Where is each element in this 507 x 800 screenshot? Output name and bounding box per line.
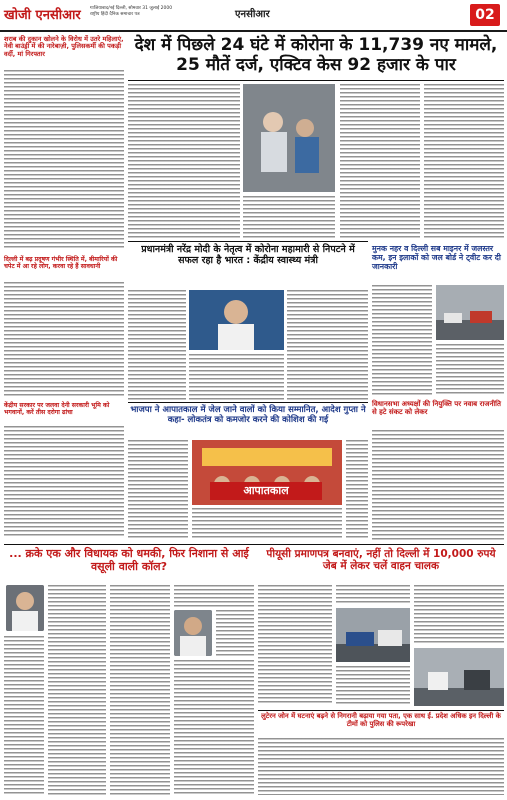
- bottom-right-body1: [258, 585, 332, 705]
- traffic-body2: [436, 344, 504, 394]
- pm-story-body: [128, 290, 186, 400]
- main-body-col1: [128, 84, 240, 239]
- person-photo: [174, 610, 212, 656]
- traffic-body: [372, 285, 432, 395]
- divider: [128, 241, 368, 242]
- bjp-body2: [192, 508, 342, 540]
- pm-story-body3: [287, 290, 368, 400]
- left-top-headline: शराब की दुकान खोलने के विरोध में उतरे महिलाएं, नेवी बाउंड्री में की नारेबाज़ी, पुलिसकर्मी की पकड़ी वर्दी, मां गिरफ्तार: [4, 35, 124, 58]
- bottom-left-headline: ... क्रके एक और विधायक को धमकी, फिर निशाना से आई वसूली वाली कॉल?: [9, 547, 249, 573]
- bjp-body: [128, 440, 188, 540]
- bottom-right-body2a: [336, 585, 410, 605]
- bottom-left-body1: [48, 585, 106, 795]
- bottom-left-body3c: [216, 610, 254, 656]
- bottom-left-body3b: [174, 660, 254, 795]
- bottom-left-body3a: [174, 585, 254, 607]
- masthead: [0, 0, 507, 32]
- main-body-col2: [340, 84, 420, 239]
- bottom-right-body3: [414, 585, 504, 645]
- right-mid-headline: विधानसभा अध्यक्षों की नियुक्ति पर नवाब राजनीति से हटे संकट को लेकर: [372, 400, 501, 417]
- person-photo-art: [6, 585, 44, 631]
- traffic-story-headline: मुनक नहर व दिल्ली सब माइनर में जलस्तर कम, इन इलाकों को जल बोर्ड ने ट्वीट कर दी जानकारी: [372, 244, 501, 271]
- bottom-right-body2b: [336, 666, 410, 706]
- divider: [128, 402, 368, 403]
- bjp-body3: [346, 440, 368, 540]
- emergency-banner: आपातकाल: [210, 482, 322, 500]
- masthead-meta-line1: गाजियाबाद/नई दिल्ली, सोमवार 31 जुलाई 2000: [90, 6, 173, 11]
- bottom-left-body2: [110, 585, 170, 795]
- masthead-meta: [90, 6, 172, 18]
- divider: [4, 544, 504, 545]
- section-label: एनसीआर: [235, 9, 270, 20]
- left-bottom-body: [4, 426, 124, 538]
- main-headline: देश में पिछले 24 घंटे में कोरोना के 11,739 नए मामले, 25 मौतें दर्ज, एक्टिव केस 92 हजार के पार: [134, 35, 498, 75]
- main-body-col3: [424, 84, 504, 239]
- vehicle-photo-art: [336, 608, 410, 662]
- left-bottom-headline: केंद्रीय सरकार पर जलवा देनी सरकारी भूमि को भगवानों, करें तीस दरोगा ढांचा: [4, 402, 110, 417]
- main-body-under-photo: [243, 196, 335, 239]
- person-photo: [6, 585, 44, 631]
- masthead-meta-line2: राष्ट्रीय हिंदी दैनिक समाचार पत्र: [90, 12, 140, 17]
- bottom-right-headline-2: लुटेरन जोन में घटनाएं बढ़ने से निगरानी बढ़ाया गया पता, एक साथ ई. प्रदेश अधिक इन दिल्ली के टीमों को पुलिस की रूपरेखा: [261, 712, 501, 728]
- main-photo-art: [243, 84, 335, 192]
- traffic-police-photo-art: [414, 648, 504, 706]
- person-photo-art: [174, 610, 212, 656]
- minister-photo-art: [189, 290, 284, 350]
- left-mid-body: [4, 282, 124, 397]
- pm-story-body2: [189, 354, 284, 400]
- bottom-right-headline: पीयूसी प्रमाणपत्र बनवाएं, नहीं तो दिल्ली में 10,000 रुपये जेब में लेकर चलें वाहन चालक: [266, 548, 496, 573]
- traffic-photo-art: [436, 285, 504, 340]
- left-top-body: [4, 70, 124, 250]
- vehicle-photo: [336, 608, 410, 662]
- page-number: 02: [470, 4, 500, 26]
- pm-story-headline: प्रधानमंत्री नरेंद्र मोदी के नेतृत्व में कोरोना महामारी से निपटने में सफल रहा है भारत : केंद्रीय स्वास्थ्य मंत्री: [141, 244, 355, 266]
- bottom-right-body4: [258, 738, 504, 795]
- traffic-police-photo: [414, 648, 504, 706]
- bottom-left-body0: [4, 636, 44, 795]
- divider: [258, 710, 504, 711]
- main-photo: [243, 84, 335, 192]
- paper-name: खोजी एनसीआर: [4, 8, 81, 23]
- traffic-photo: [436, 285, 504, 340]
- right-mid-body: [372, 430, 504, 540]
- minister-photo: [189, 290, 284, 350]
- bjp-story-headline: भाजपा ने आपातकाल में जेल जाने वालों को किया सम्मानित, आदेश गुप्ता ने कहा- लोकतंत्र को कमजोर करने की कोशिश की गई: [130, 405, 366, 425]
- left-mid-headline: दिल्ली में बढ़ प्रदूषण गंभीर स्थिति में, बीमारियों की चपेट में आ रहे लोग, करवा रहे हैं सावधानी: [4, 256, 118, 271]
- divider: [128, 80, 504, 81]
